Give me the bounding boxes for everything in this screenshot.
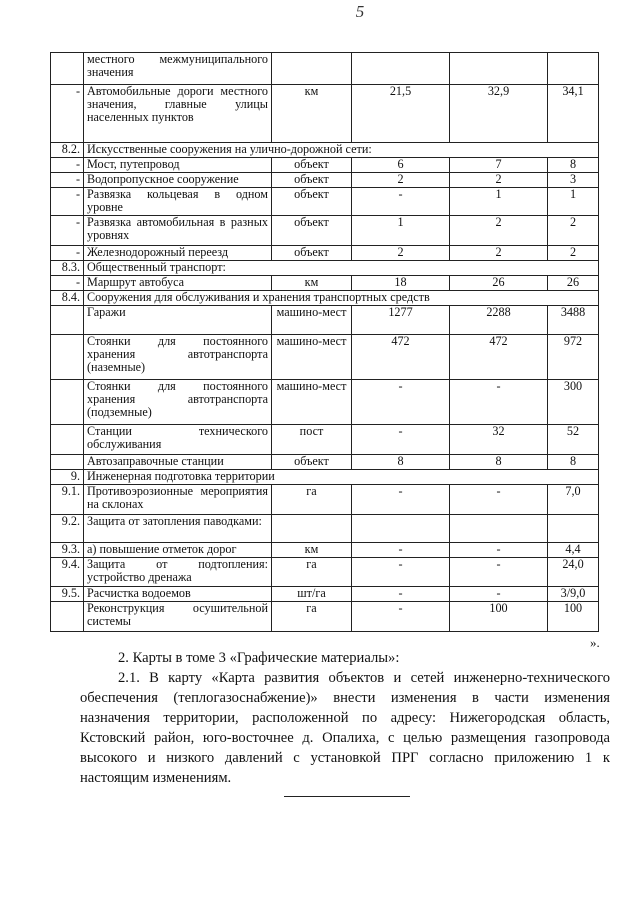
row-number: 8.2. bbox=[51, 143, 84, 158]
value-cell-1: 2 bbox=[352, 246, 450, 261]
section-2-1-paragraph bbox=[80, 668, 610, 788]
unit-cell: шт/га bbox=[272, 587, 352, 602]
value-cell-3: 8 bbox=[548, 455, 599, 470]
row-number bbox=[51, 380, 84, 425]
value-cell-1: - bbox=[352, 485, 450, 515]
table-row bbox=[51, 455, 599, 470]
row-number: - bbox=[51, 216, 84, 246]
table-row bbox=[51, 425, 599, 455]
table-row bbox=[51, 335, 599, 380]
value-cell-3: 2 bbox=[548, 216, 599, 246]
row-number: 9.5. bbox=[51, 587, 84, 602]
unit-cell: объект bbox=[272, 188, 352, 216]
indicator-name: Защита от затопления паводками: bbox=[84, 515, 272, 543]
value-cell-2: - bbox=[450, 485, 548, 515]
table-row bbox=[51, 543, 599, 558]
value-cell-3: 8 bbox=[548, 158, 599, 173]
table-row bbox=[51, 246, 599, 261]
value-cell-3: 3/9,0 bbox=[548, 587, 599, 602]
value-cell-1: 8 bbox=[352, 455, 450, 470]
row-number: - bbox=[51, 173, 84, 188]
row-number: 9.4. bbox=[51, 558, 84, 587]
indicator-name: Автозаправочные станции bbox=[84, 455, 272, 470]
indicators-table bbox=[50, 52, 599, 632]
table-row bbox=[51, 85, 599, 143]
indicator-name: местного межмуниципального значения bbox=[84, 53, 272, 85]
value-cell-2: - bbox=[450, 380, 548, 425]
row-number: 8.3. bbox=[51, 261, 84, 276]
table-row bbox=[51, 558, 599, 587]
value-cell-2: - bbox=[450, 587, 548, 602]
value-cell-2: 8 bbox=[450, 455, 548, 470]
value-cell-2: - bbox=[450, 558, 548, 587]
section-2-heading: 2. Карты в томе 3 «Графические материалы»: bbox=[118, 650, 400, 666]
value-cell-3: 34,1 bbox=[548, 85, 599, 143]
value-cell-2: - bbox=[450, 543, 548, 558]
row-number: - bbox=[51, 188, 84, 216]
table-body bbox=[51, 53, 599, 632]
closing-quote: ». bbox=[590, 635, 600, 650]
indicator-name: Расчистка водоемов bbox=[84, 587, 272, 602]
indicator-name: Противоэрозионные мероприятия на склонах bbox=[84, 485, 272, 515]
value-cell-1: - bbox=[352, 602, 450, 632]
row-number bbox=[51, 455, 84, 470]
table-row bbox=[51, 276, 599, 291]
unit-cell: га bbox=[272, 602, 352, 632]
unit-cell: объект bbox=[272, 158, 352, 173]
value-cell-2: 7 bbox=[450, 158, 548, 173]
value-cell-1: - bbox=[352, 380, 450, 425]
section-header-cell: Сооружения для обслуживания и хранения транспортных средств bbox=[84, 291, 599, 306]
unit-cell: объект bbox=[272, 455, 352, 470]
value-cell-1: 2 bbox=[352, 173, 450, 188]
table-row bbox=[51, 173, 599, 188]
value-cell-3: 1 bbox=[548, 188, 599, 216]
unit-cell: км bbox=[272, 85, 352, 143]
value-cell-2: 2 bbox=[450, 173, 548, 188]
row-number: 9.1. bbox=[51, 485, 84, 515]
value-cell-2: 1 bbox=[450, 188, 548, 216]
unit-cell: км bbox=[272, 276, 352, 291]
indicator-name: Автомобильные дороги местного значения, главные улицы населенных пунктов bbox=[84, 85, 272, 143]
table-row bbox=[51, 515, 599, 543]
value-cell-3: 2 bbox=[548, 246, 599, 261]
page-number: 5 bbox=[355, 2, 365, 21]
unit-cell: пост bbox=[272, 425, 352, 455]
separator-line bbox=[284, 796, 410, 797]
value-cell-1: 1 bbox=[352, 216, 450, 246]
paragraph-text: 2.1. В карту «Карта развития объектов и сетей инженерно-технического обеспечения (теплогазоснабжение)» внести изменения в части изменения назначения территории, расположенной по адресу: Нижегородская область, Кстовский район, юго-восточнее д. Опалиха, с целью размещения газопровода высокого и низкого давлений с установкой ПРГ согласно приложению 1 к настоящим изменениям. bbox=[80, 670, 610, 786]
value-cell-3: 7,0 bbox=[548, 485, 599, 515]
indicator-name: Гаражи bbox=[84, 306, 272, 335]
value-cell-2 bbox=[450, 515, 548, 543]
value-cell-1 bbox=[352, 515, 450, 543]
value-cell-1: 472 bbox=[352, 335, 450, 380]
value-cell-3: 26 bbox=[548, 276, 599, 291]
indicator-name: Защита от подтопления: устройство дренажа bbox=[84, 558, 272, 587]
row-number: - bbox=[51, 246, 84, 261]
indicator-name: Стоянки для постоянного хранения автотранспорта (наземные) bbox=[84, 335, 272, 380]
unit-cell bbox=[272, 53, 352, 85]
unit-cell: га bbox=[272, 485, 352, 515]
value-cell-1: 18 bbox=[352, 276, 450, 291]
value-cell-1: - bbox=[352, 587, 450, 602]
row-number: 9.2. bbox=[51, 515, 84, 543]
table-row bbox=[51, 291, 599, 306]
unit-cell: машино-мест bbox=[272, 306, 352, 335]
value-cell-3: 300 bbox=[548, 380, 599, 425]
table-row bbox=[51, 380, 599, 425]
row-number: - bbox=[51, 85, 84, 143]
row-number: - bbox=[51, 276, 84, 291]
value-cell-2: 2 bbox=[450, 216, 548, 246]
value-cell-2: 472 bbox=[450, 335, 548, 380]
value-cell-3: 100 bbox=[548, 602, 599, 632]
unit-cell: га bbox=[272, 558, 352, 587]
value-cell-1: 6 bbox=[352, 158, 450, 173]
table-row bbox=[51, 143, 599, 158]
value-cell-3 bbox=[548, 515, 599, 543]
indicator-name: Железнодорожный переезд bbox=[84, 246, 272, 261]
unit-cell: машино-мест bbox=[272, 335, 352, 380]
value-cell-3: 24,0 bbox=[548, 558, 599, 587]
row-number: 9.3. bbox=[51, 543, 84, 558]
row-number bbox=[51, 335, 84, 380]
row-number bbox=[51, 602, 84, 632]
value-cell-3 bbox=[548, 53, 599, 85]
value-cell-2: 100 bbox=[450, 602, 548, 632]
value-cell-2: 32,9 bbox=[450, 85, 548, 143]
indicator-name: Маршрут автобуса bbox=[84, 276, 272, 291]
table-row bbox=[51, 587, 599, 602]
row-number bbox=[51, 53, 84, 85]
indicator-name: Развязка кольцевая в одном уровне bbox=[84, 188, 272, 216]
value-cell-2 bbox=[450, 53, 548, 85]
table-row bbox=[51, 158, 599, 173]
table-row bbox=[51, 602, 599, 632]
row-number bbox=[51, 306, 84, 335]
unit-cell: км bbox=[272, 543, 352, 558]
value-cell-1: - bbox=[352, 558, 450, 587]
value-cell-3: 3 bbox=[548, 173, 599, 188]
row-number: 9. bbox=[51, 470, 84, 485]
indicator-name: Стоянки для постоянного хранения автотранспорта (подземные) bbox=[84, 380, 272, 425]
indicator-name: Станции технического обслуживания bbox=[84, 425, 272, 455]
value-cell-2: 2 bbox=[450, 246, 548, 261]
unit-cell: машино-мест bbox=[272, 380, 352, 425]
table-row bbox=[51, 306, 599, 335]
table-row bbox=[51, 261, 599, 276]
value-cell-1: - bbox=[352, 425, 450, 455]
indicator-name: Мост, путепровод bbox=[84, 158, 272, 173]
value-cell-1: - bbox=[352, 543, 450, 558]
unit-cell bbox=[272, 515, 352, 543]
value-cell-1: 21,5 bbox=[352, 85, 450, 143]
indicator-name: Развязка автомобильная в разных уровнях bbox=[84, 216, 272, 246]
unit-cell: объект bbox=[272, 173, 352, 188]
value-cell-3: 972 bbox=[548, 335, 599, 380]
unit-cell: объект bbox=[272, 246, 352, 261]
value-cell-3: 4,4 bbox=[548, 543, 599, 558]
value-cell-3: 3488 bbox=[548, 306, 599, 335]
value-cell-1: - bbox=[352, 188, 450, 216]
value-cell-2: 26 bbox=[450, 276, 548, 291]
value-cell-2: 2288 bbox=[450, 306, 548, 335]
table-row bbox=[51, 53, 599, 85]
section-header-cell: Искусственные сооружения на улично-дорожной сети: bbox=[84, 143, 599, 158]
section-header-cell: Общественный транспорт: bbox=[84, 261, 599, 276]
indicator-name: Реконструкция осушительной системы bbox=[84, 602, 272, 632]
section-header-cell: Инженерная подготовка территории bbox=[84, 470, 599, 485]
table-row bbox=[51, 188, 599, 216]
value-cell-1 bbox=[352, 53, 450, 85]
table-row bbox=[51, 216, 599, 246]
value-cell-3: 52 bbox=[548, 425, 599, 455]
value-cell-1: 1277 bbox=[352, 306, 450, 335]
indicator-name: Водопропускное сооружение bbox=[84, 173, 272, 188]
table-row bbox=[51, 470, 599, 485]
table-row bbox=[51, 485, 599, 515]
value-cell-2: 32 bbox=[450, 425, 548, 455]
row-number: 8.4. bbox=[51, 291, 84, 306]
row-number bbox=[51, 425, 84, 455]
row-number: - bbox=[51, 158, 84, 173]
unit-cell: объект bbox=[272, 216, 352, 246]
indicator-name: а) повышение отметок дорог bbox=[84, 543, 272, 558]
